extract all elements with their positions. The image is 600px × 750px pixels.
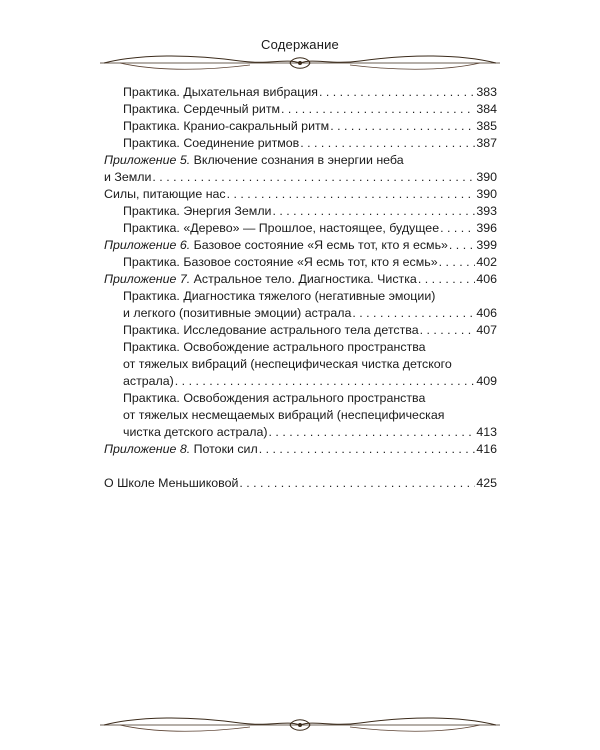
toc-entry-appendix[interactable]	[104, 152, 497, 186]
toc-entry-title: Практика. Соединение ритмов	[123, 136, 300, 150]
toc-entry-title-line2: и Земли	[104, 170, 152, 184]
toc-page-number: 406	[476, 306, 497, 320]
toc-page-number: 390	[476, 187, 497, 201]
top-ornament-divider	[100, 52, 500, 74]
dot-leader	[352, 305, 475, 322]
toc-entry[interactable]	[104, 101, 497, 118]
toc-page-number: 393	[476, 204, 497, 218]
toc-page-number: 396	[476, 221, 497, 235]
toc-page-number: 383	[476, 85, 497, 99]
dot-leader	[239, 475, 475, 492]
toc-entry-title-line2: и легкого (позитивные эмоции) астрала	[123, 306, 352, 320]
dot-leader	[281, 101, 475, 118]
appendix-label: Приложение 8.	[104, 442, 191, 456]
toc-entry-title: Потоки сил	[190, 442, 258, 456]
toc-page-number: 385	[476, 119, 497, 133]
toc-entry[interactable]	[104, 186, 497, 203]
toc-entry-title: Практика. Исследование астрального тела детства	[123, 323, 419, 337]
toc-entry-title: Практика. Сердечный ритм	[123, 102, 281, 116]
toc-entry[interactable]	[104, 288, 497, 322]
toc-entry[interactable]	[104, 475, 497, 492]
toc-page-number: 399	[476, 238, 497, 252]
appendix-label: Приложение 6.	[104, 238, 191, 252]
toc-entry[interactable]	[104, 84, 497, 101]
toc-entry-title: Практика. Дыхательная вибрация	[123, 85, 318, 99]
toc-entry[interactable]	[104, 322, 497, 339]
dot-leader	[449, 237, 475, 254]
toc-page-number: 406	[476, 272, 497, 286]
toc-entry[interactable]	[104, 118, 497, 135]
dot-leader	[272, 203, 475, 220]
toc-entry[interactable]	[104, 339, 497, 390]
toc-entry-title-line1: Практика. Диагностика тяжелого (негативные эмоции)	[123, 289, 436, 303]
dot-leader	[330, 118, 475, 135]
toc-page-number: 413	[476, 425, 497, 439]
appendix-label: Приложение 5.	[104, 153, 191, 167]
toc-entry-title-line2: от тяжелых несмещаемых вибраций (неспецифическая	[123, 408, 445, 422]
dot-leader	[152, 169, 475, 186]
dot-leader	[319, 84, 475, 101]
toc-entry-title: Силы, питающие нас	[104, 187, 226, 201]
toc-entry[interactable]	[104, 390, 497, 441]
dot-leader	[175, 373, 476, 390]
toc-entry-appendix[interactable]	[104, 237, 497, 254]
toc-entry-title: Практика. Энергия Земли	[123, 204, 272, 218]
toc-entry-title-line2: от тяжелых вибраций (неспецифическая чистка детского	[123, 357, 452, 371]
toc-page-number: 409	[476, 374, 497, 388]
toc-entry-title: Практика. Кранио-сакральный ритм	[123, 119, 330, 133]
section-gap	[104, 458, 497, 475]
toc-entry-title-line1: Практика. Освобождения астрального пространства	[123, 391, 426, 405]
dot-leader	[300, 135, 475, 152]
appendix-label: Приложение 7.	[104, 272, 191, 286]
toc-entry[interactable]	[104, 254, 497, 271]
toc-entry-appendix[interactable]	[104, 441, 497, 458]
toc-page-number: 416	[476, 442, 497, 456]
toc-entry-title: Астральное тело. Диагностика. Чистка	[190, 272, 417, 286]
bottom-ornament-divider	[100, 714, 500, 736]
dot-leader	[439, 254, 476, 271]
dot-leader	[227, 186, 476, 203]
toc-entry-title-line3: чистка детского астрала)	[123, 425, 268, 439]
toc-entry-title: Практика. «Дерево» — Прошлое, настоящее, будущее	[123, 221, 440, 235]
toc-page-number: 425	[476, 476, 497, 490]
page-header-title: Содержание	[261, 37, 339, 52]
toc-page-number: 387	[476, 136, 497, 150]
table-of-contents	[104, 84, 497, 492]
toc-entry[interactable]	[104, 135, 497, 152]
toc-page-number: 384	[476, 102, 497, 116]
toc-entry[interactable]	[104, 220, 497, 237]
toc-page-number: 390	[476, 170, 497, 184]
dot-leader	[440, 220, 475, 237]
toc-entry-title-line1: Практика. Освобождение астрального пространства	[123, 340, 426, 354]
toc-entry-title: Практика. Базовое состояние «Я есмь тот, кто я есмь»	[123, 255, 438, 269]
toc-entry[interactable]	[104, 203, 497, 220]
toc-entry-title: О Школе Меньшиковой	[104, 476, 239, 490]
toc-page-number: 407	[476, 323, 497, 337]
toc-entry-title: Базовое состояние «Я есмь тот, кто я есмь»	[190, 238, 448, 252]
toc-entry-title-line1: Включение сознания в энергии неба	[190, 153, 404, 167]
dot-leader	[259, 441, 476, 458]
dot-leader	[269, 424, 476, 441]
toc-page-number: 402	[476, 255, 497, 269]
dot-leader	[420, 322, 476, 339]
toc-entry-title-line3: астрала)	[123, 374, 174, 388]
dot-leader	[418, 271, 476, 288]
toc-entry-appendix[interactable]	[104, 271, 497, 288]
